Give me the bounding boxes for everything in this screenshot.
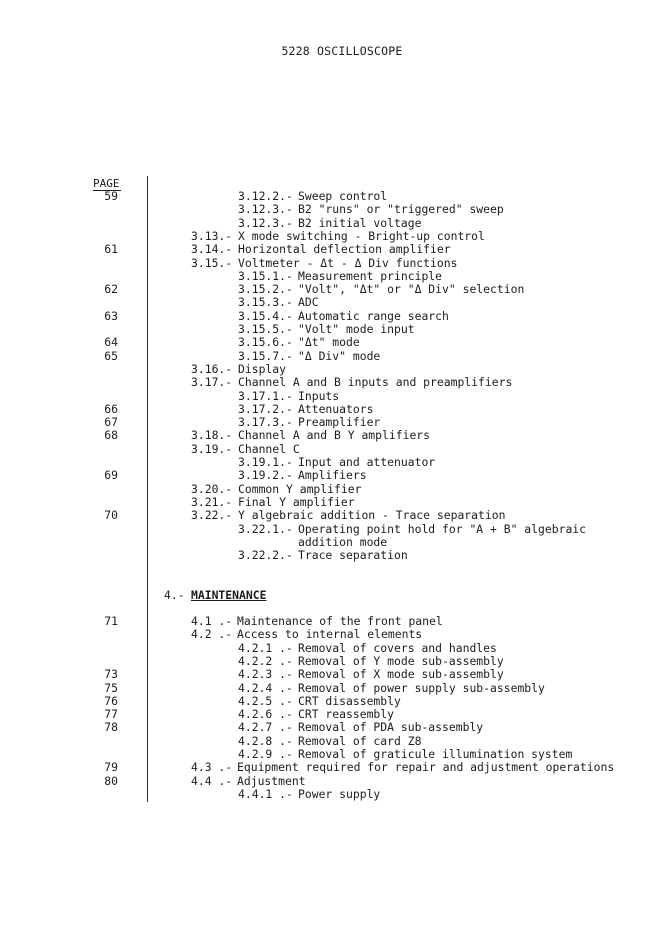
toc-page-number: 79 bbox=[104, 760, 118, 775]
toc-entry-title: Removal of graticule illumination system bbox=[298, 747, 573, 761]
toc-section-number: 3.21.- bbox=[191, 494, 233, 509]
toc-entry-title: Input and attenuator bbox=[298, 455, 436, 469]
toc-entry-title: Channel A and B Y amplifiers bbox=[238, 428, 431, 443]
toc-entry-title: MAINTENANCE bbox=[191, 588, 267, 602]
page-column-header: PAGE bbox=[93, 177, 120, 190]
toc-entry-title: "Δt" mode bbox=[298, 335, 360, 350]
toc-entry-title: Removal of Y mode sub-assembly bbox=[298, 653, 504, 668]
toc-entry-title: Channel C bbox=[238, 441, 300, 456]
toc-section-number: 3.18.- bbox=[191, 428, 233, 443]
toc-section-number: 3.17.1.- bbox=[238, 388, 293, 403]
toc-page-number: 71 bbox=[104, 614, 118, 628]
toc-entry-title: Measurement principle bbox=[298, 268, 443, 283]
toc-entry-title: Removal of PDA sub-assembly bbox=[298, 720, 484, 735]
toc-entry-title: Removal of covers and handles bbox=[298, 640, 497, 655]
toc-entry-title: Horizontal deflection amplifier bbox=[238, 242, 451, 257]
toc-section-number: 4.2.7 .- bbox=[238, 720, 293, 735]
toc-section-number: 3.15.1.- bbox=[238, 268, 293, 283]
toc-entry-title: "Δ Div" mode bbox=[298, 348, 381, 363]
toc-page-number: 67 bbox=[104, 415, 118, 430]
toc-section-number: 3.17.- bbox=[191, 375, 233, 390]
toc-page-number: 75 bbox=[104, 680, 118, 695]
toc-section-number: 3.15.- bbox=[191, 255, 233, 270]
toc-page-number: 62 bbox=[104, 282, 118, 297]
toc-page-number: 80 bbox=[104, 773, 118, 788]
toc-section-number: 3.17.2.- bbox=[238, 401, 293, 416]
toc-entry-title: Operating point hold for "A + B" algebraic bbox=[298, 521, 587, 536]
toc-divider-line bbox=[147, 176, 148, 802]
toc-entry-title: Sweep control bbox=[298, 189, 388, 203]
toc-entry-title: Attenuators bbox=[298, 401, 374, 416]
toc-entry-title: CRT disassembly bbox=[298, 693, 401, 708]
toc-section-number: 3.22.1.- bbox=[238, 521, 293, 536]
toc-entry-title: Display bbox=[238, 361, 287, 376]
toc-section-number: 4.2.8 .- bbox=[238, 733, 293, 748]
toc-section-number: 3.12.3.- bbox=[238, 202, 293, 217]
toc-entry-title: Voltmeter - Δt - Δ Div functions bbox=[238, 255, 458, 270]
toc-entry-title: Common Y amplifier bbox=[238, 481, 362, 496]
toc-entry-title: B2 "runs" or "triggered" sweep bbox=[298, 202, 504, 217]
toc-entry-title: "Volt", "Δt" or "Δ Div" selection bbox=[298, 282, 525, 297]
toc-section-number: 4.- bbox=[164, 588, 185, 602]
toc-section-number: 3.15.3.- bbox=[238, 295, 293, 310]
toc-page-number: 64 bbox=[104, 335, 118, 350]
toc-section-number: 4.3 .- bbox=[191, 760, 233, 775]
toc-section-number: 3.17.3.- bbox=[238, 415, 293, 430]
toc-section-number: 3.16.- bbox=[191, 361, 233, 376]
toc-entry-title: B2 initial voltage bbox=[298, 215, 422, 230]
toc-section-number: 3.15.6.- bbox=[238, 335, 293, 350]
toc-entry-title: Removal of X mode sub-assembly bbox=[298, 667, 504, 682]
toc-entry-title: Removal of power supply sub-assembly bbox=[298, 680, 545, 695]
toc-entry-title: Removal of card Z8 bbox=[298, 733, 422, 748]
toc-page-number: 61 bbox=[104, 242, 118, 257]
toc-section-number: 4.4 .- bbox=[191, 773, 233, 788]
toc-section-number: 4.4.1 .- bbox=[238, 786, 293, 801]
toc-entry-title: Final Y amplifier bbox=[238, 494, 355, 509]
toc-page-number: 76 bbox=[104, 693, 118, 708]
toc-section-number: 3.19.1.- bbox=[238, 455, 293, 469]
toc-entry-title: CRT reassembly bbox=[298, 707, 395, 722]
toc-section-number: 4.2.6 .- bbox=[238, 707, 293, 722]
toc-page-number: 70 bbox=[104, 508, 118, 523]
toc-entry-title: Access to internal elements bbox=[237, 627, 423, 642]
toc-entry-title: Inputs bbox=[298, 388, 340, 403]
toc-section-number: 3.15.5.- bbox=[238, 322, 293, 336]
toc-entry-title: Power supply bbox=[298, 786, 381, 801]
toc-section-number: 3.22.- bbox=[191, 508, 233, 523]
toc-entry-title: Automatic range search bbox=[298, 308, 449, 323]
toc-entry-title: Amplifiers bbox=[298, 468, 367, 483]
toc-section-number: 3.15.7.- bbox=[238, 348, 293, 363]
toc-entry-title: Equipment required for repair and adjustment operations bbox=[237, 760, 615, 775]
toc-section-number: 3.15.4.- bbox=[238, 308, 293, 323]
toc-section-number: 3.14.- bbox=[191, 242, 233, 257]
toc-entry-title: Channel A and B inputs and preamplifiers bbox=[238, 375, 513, 390]
toc-entry-title: ADC bbox=[298, 295, 319, 310]
toc-section-number: 3.13.- bbox=[191, 228, 233, 243]
toc-page-number: 73 bbox=[104, 667, 118, 682]
toc-section-number: 4.1 .- bbox=[191, 614, 233, 628]
toc-section-number: 4.2 .- bbox=[191, 627, 233, 642]
toc-section-number: 3.12.2.- bbox=[238, 189, 293, 203]
toc-section-number: 4.2.9 .- bbox=[238, 747, 293, 761]
toc-page-number: 63 bbox=[104, 308, 118, 323]
toc-entry-title: Y algebraic addition - Trace separation bbox=[238, 508, 506, 523]
toc-entry-title: addition mode bbox=[298, 534, 388, 549]
toc-section-number: 4.2.1 .- bbox=[238, 640, 293, 655]
toc-section-number: 4.2.4 .- bbox=[238, 680, 293, 695]
toc-section-number: 4.2.3 .- bbox=[238, 667, 293, 682]
toc-section-number: 4.2.5 .- bbox=[238, 693, 293, 708]
toc-entry-title: X mode switching - Bright-up control bbox=[238, 228, 485, 243]
toc-entry-title: Trace separation bbox=[298, 548, 408, 563]
toc-page-number: 68 bbox=[104, 428, 118, 443]
toc-page-number: 59 bbox=[104, 189, 118, 203]
toc-entry-title: Adjustment bbox=[237, 773, 306, 788]
toc-page-number: 65 bbox=[104, 348, 118, 363]
page-title: 5228 OSCILLOSCOPE bbox=[281, 44, 403, 58]
toc-page-number: 66 bbox=[104, 401, 118, 416]
toc-entry-title: "Volt" mode input bbox=[298, 322, 415, 336]
toc-page-number: 69 bbox=[104, 468, 118, 483]
toc-section-number: 3.22.2.- bbox=[238, 548, 293, 563]
toc-section-number: 3.20.- bbox=[191, 481, 233, 496]
toc-section-number: 3.19.2.- bbox=[238, 468, 293, 483]
toc-page-number: 78 bbox=[104, 720, 118, 735]
toc-section-number: 3.15.2.- bbox=[238, 282, 293, 297]
toc-entry-title: Maintenance of the front panel bbox=[237, 614, 443, 628]
toc-section-number: 3.12.3.- bbox=[238, 215, 293, 230]
toc-section-number: 3.19.- bbox=[191, 441, 233, 456]
toc-page-number: 77 bbox=[104, 707, 118, 722]
toc-section-number: 4.2.2 .- bbox=[238, 653, 293, 668]
toc-entry-title: Preamplifier bbox=[298, 415, 381, 430]
